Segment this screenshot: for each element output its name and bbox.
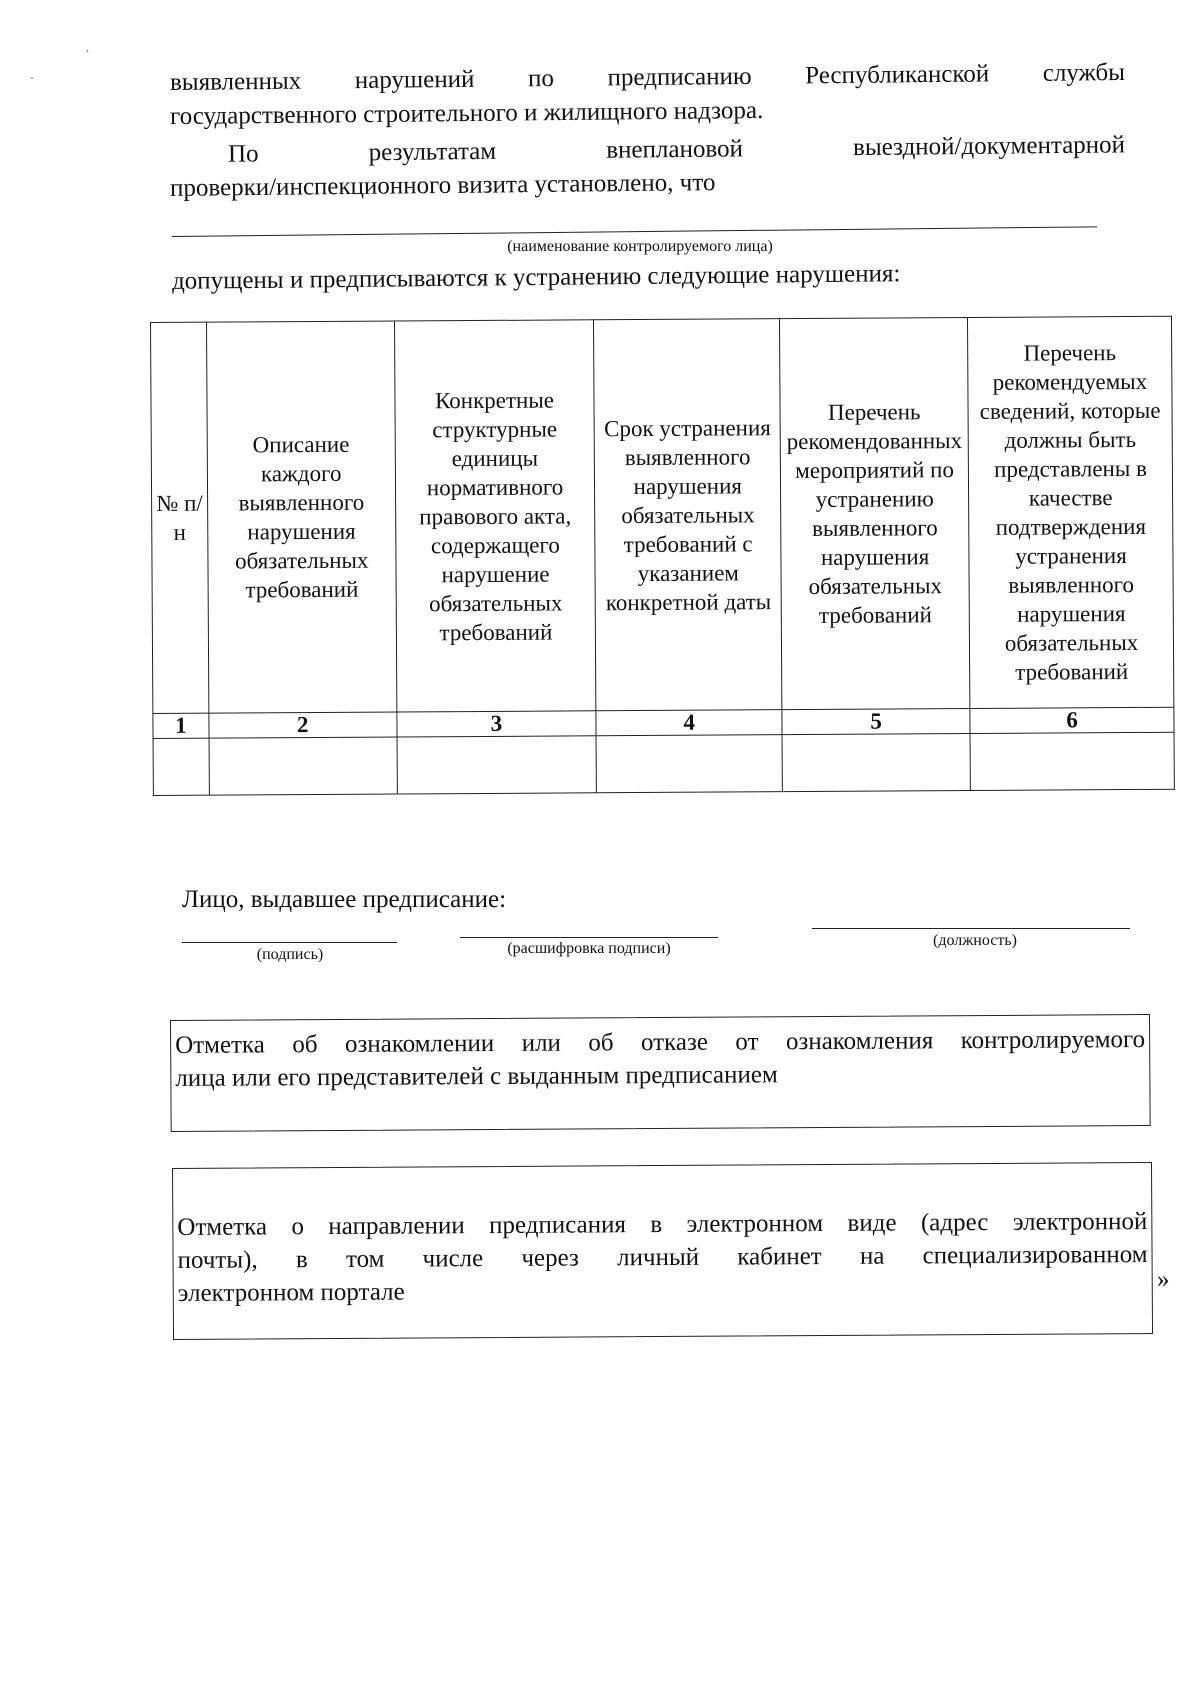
intro-line-1: выявленных нарушений по предписанию Республиканской службы [169, 59, 1126, 96]
header-description: Описание каждого выявленного нарушения обязательных требований [206, 321, 396, 713]
header-evidence: Перечень рекомендуемых сведений, которые должны быть представлены в качестве подтверждения устранения выявленного нарушения обязательных требований [968, 316, 1174, 708]
table-cell[interactable] [153, 738, 209, 795]
table-header-row [151, 316, 1174, 713]
header-number: № п/н [151, 322, 209, 713]
entity-name-caption: (наименование контролируемого лица) [507, 238, 773, 255]
signature-decode-line[interactable] [460, 937, 718, 938]
signature-decode-caption: (расшифровка подписи) [507, 940, 671, 957]
header-deadline: Срок устранения выявленного нарушения обязательных требований с указанием конкретной даты [594, 319, 782, 711]
entity-name-line[interactable] [172, 226, 1097, 237]
column-number: 2 [209, 712, 397, 738]
intro-line-4: проверки/инспекционного визита установлено, что [169, 169, 716, 202]
column-number: 6 [970, 707, 1174, 733]
acknowledgement-line-1: Отметка об ознакомлении или об отказе от ознакомления контролируемого [175, 1026, 1146, 1059]
column-number: 3 [397, 711, 597, 737]
table-cell[interactable] [782, 733, 970, 791]
signature-heading: Лицо, выдавшее предписание: [182, 886, 507, 913]
electronic-delivery-line-3: электронном портале [177, 1278, 405, 1307]
table-cell[interactable] [209, 737, 397, 795]
column-number: 1 [153, 713, 209, 738]
intro-line-3: По результатам внеплановой выездной/документарной [227, 131, 1126, 168]
header-measures: Перечень рекомендованных мероприятий по устранению выявленного нарушения обязательных требований [780, 318, 970, 710]
acknowledgement-box[interactable] [170, 1014, 1151, 1132]
scan-mark: , [86, 40, 89, 54]
scan-mark: - [30, 70, 34, 84]
table-cell[interactable] [596, 735, 782, 793]
column-number: 4 [596, 710, 782, 736]
position-caption: (должность) [933, 932, 1017, 949]
header-legal-units: Конкретные структурные единицы нормативного правового акта, содержащего нарушение обязательных требований [394, 320, 596, 712]
column-number: 5 [782, 708, 970, 734]
intro-line-5: допущены и предписываются к устранению следующие нарушения: [171, 260, 901, 295]
table-cell[interactable] [970, 732, 1174, 790]
violations-table [150, 316, 1175, 796]
electronic-delivery-line-2: почты), в том числе через личный кабинет на специализированном [177, 1241, 1148, 1274]
signature-caption: (подпись) [256, 946, 324, 963]
signature-line[interactable] [182, 942, 397, 943]
acknowledgement-line-2: лица или его представителей с выданным предписанием [175, 1061, 778, 1092]
closing-quote: » [1157, 1266, 1170, 1293]
table-cell[interactable] [397, 736, 597, 794]
position-line[interactable] [812, 928, 1130, 929]
table-row [153, 732, 1174, 795]
electronic-delivery-line-1: Отметка о направлении предписания в электронном виде (адрес электронной [177, 1208, 1148, 1241]
electronic-delivery-box[interactable] [172, 1162, 1153, 1340]
intro-line-2: государственного строительного и жилищного надзора. [169, 96, 764, 131]
